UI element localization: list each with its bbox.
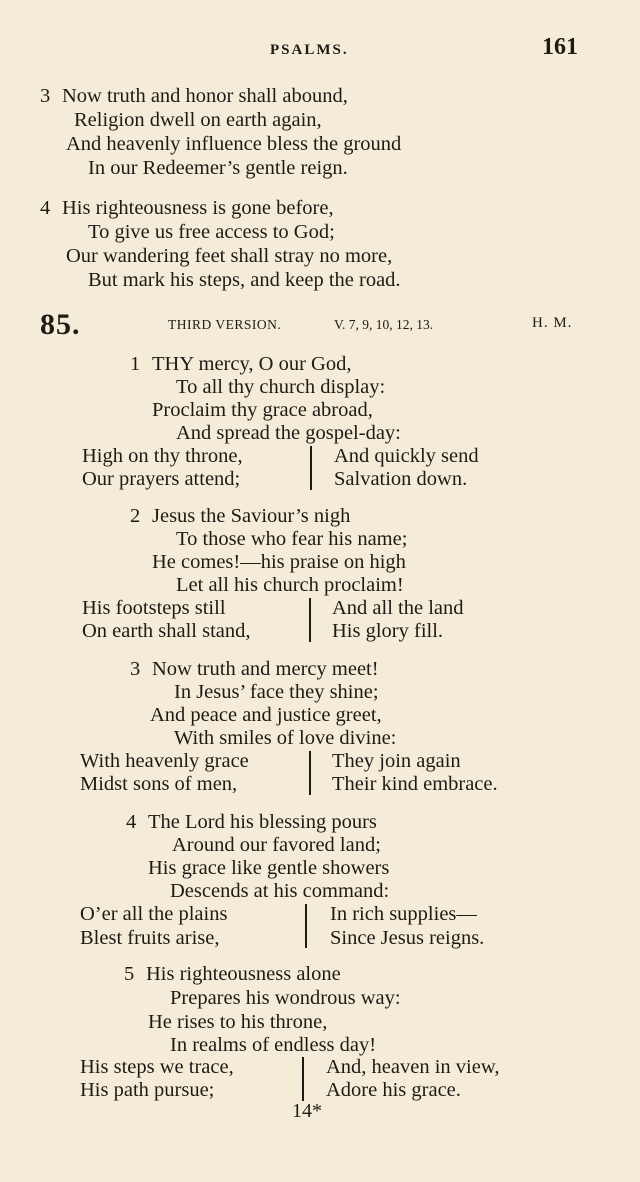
stanza-3-line-1: 3 Now truth and mercy meet!	[130, 658, 379, 680]
column-divider	[305, 904, 307, 948]
stanza-5-line-1: 5 His righteousness alone	[124, 963, 341, 985]
stanza-4-line-2: Around our favored land;	[172, 834, 381, 856]
stanza-5-line-2: Prepares his wondrous way:	[170, 987, 401, 1009]
stanza-3-right-2: Their kind embrace.	[332, 773, 498, 795]
stanza-2-line-4: Let all his church proclaim!	[176, 574, 404, 596]
stanza-3-left-2: Midst sons of men,	[80, 773, 238, 795]
stanza-1-line-2: To all thy church display:	[176, 376, 386, 398]
stanza-1-line-3: Proclaim thy grace abroad,	[152, 399, 373, 421]
page-number: 161	[542, 34, 578, 60]
stanza-1-left-1: High on thy throne,	[82, 445, 243, 467]
verses-reference: V. 7, 9, 10, 12, 13.	[334, 317, 434, 332]
stanza-number: 2	[130, 505, 141, 527]
stanza-1-line-1: 1 THY mercy, O our God,	[130, 353, 352, 375]
prev-stanza-3-line-2: Religion dwell on earth again,	[74, 109, 322, 131]
stanza-4-line-3: His grace like gentle showers	[148, 857, 390, 879]
stanza-5-right-2: Adore his grace.	[326, 1079, 461, 1101]
column-divider	[310, 446, 312, 490]
prev-stanza-3-line-3: And heavenly influence bless the ground	[66, 133, 402, 155]
stanza-number: 4	[126, 811, 137, 833]
stanza-1-right-2: Salvation down.	[334, 468, 468, 490]
stanza-2-left-2: On earth shall stand,	[82, 620, 251, 642]
signature-mark: 14*	[292, 1100, 322, 1122]
column-divider	[302, 1057, 304, 1101]
stanza-1-line-4: And spread the gospel-day:	[176, 422, 401, 444]
stanza-4-line-4: Descends at his command:	[170, 880, 390, 902]
stanza-3-right-1: They join again	[332, 750, 461, 772]
stanza-2-line-1: 2 Jesus the Saviour’s nigh	[130, 505, 351, 527]
stanza-5-right-1: And, heaven in view,	[326, 1056, 500, 1078]
stanza-1-left-2: Our prayers attend;	[82, 468, 241, 490]
stanza-1-right-1: And quickly send	[334, 445, 479, 467]
stanza-3-line-3: And peace and justice greet,	[150, 704, 382, 726]
hymn-number: 85.	[40, 308, 81, 341]
stanza-2-right-2: His glory fill.	[332, 620, 444, 642]
stanza-3-line-4: With smiles of love divine:	[174, 727, 397, 749]
stanza-4-right-2: Since Jesus reigns.	[330, 927, 485, 949]
column-divider	[309, 598, 311, 642]
prev-stanza-3-line-1: 3 Now truth and honor shall abound,	[40, 85, 348, 107]
stanza-5-left-2: His path pursue;	[80, 1079, 215, 1101]
stanza-2-line-2: To those who fear his name;	[176, 528, 408, 550]
stanza-number: 4	[40, 197, 51, 219]
prev-stanza-4-line-3: Our wandering feet shall stray no more,	[66, 245, 393, 267]
stanza-4-left-2: Blest fruits arise,	[80, 927, 220, 949]
stanza-5-line-3: He rises to his throne,	[148, 1011, 328, 1033]
stanza-4-line-1: 4 The Lord his blessing pours	[126, 811, 377, 833]
prev-stanza-4-line-1: 4 His righteousness is gone before,	[40, 197, 334, 219]
prev-stanza-4-line-2: To give us free access to God;	[88, 221, 335, 243]
hymn-meter: H. M.	[532, 315, 573, 331]
stanza-4-left-1: O’er all the plains	[80, 903, 228, 925]
column-divider	[309, 751, 311, 795]
stanza-number: 5	[124, 963, 135, 985]
stanza-2-left-1: His footsteps still	[82, 597, 226, 619]
stanza-2-right-1: And all the land	[332, 597, 464, 619]
stanza-number: 1	[130, 353, 141, 375]
stanza-5-left-1: His steps we trace,	[80, 1056, 234, 1078]
stanza-number: 3	[130, 658, 141, 680]
stanza-5-line-4: In realms of endless day!	[170, 1034, 377, 1056]
prev-stanza-4-line-4: But mark his steps, and keep the road.	[88, 269, 401, 291]
stanza-number: 3	[40, 85, 51, 107]
hymn-version: THIRD VERSION.	[168, 317, 282, 332]
running-header: PSALMS.	[270, 42, 349, 58]
stanza-3-left-1: With heavenly grace	[80, 750, 249, 772]
stanza-3-line-2: In Jesus’ face they shine;	[174, 681, 379, 703]
prev-stanza-3-line-4: In our Redeemer’s gentle reign.	[88, 157, 348, 179]
stanza-2-line-3: He comes!—his praise on high	[152, 551, 406, 573]
stanza-4-right-1: In rich supplies—	[330, 903, 477, 925]
